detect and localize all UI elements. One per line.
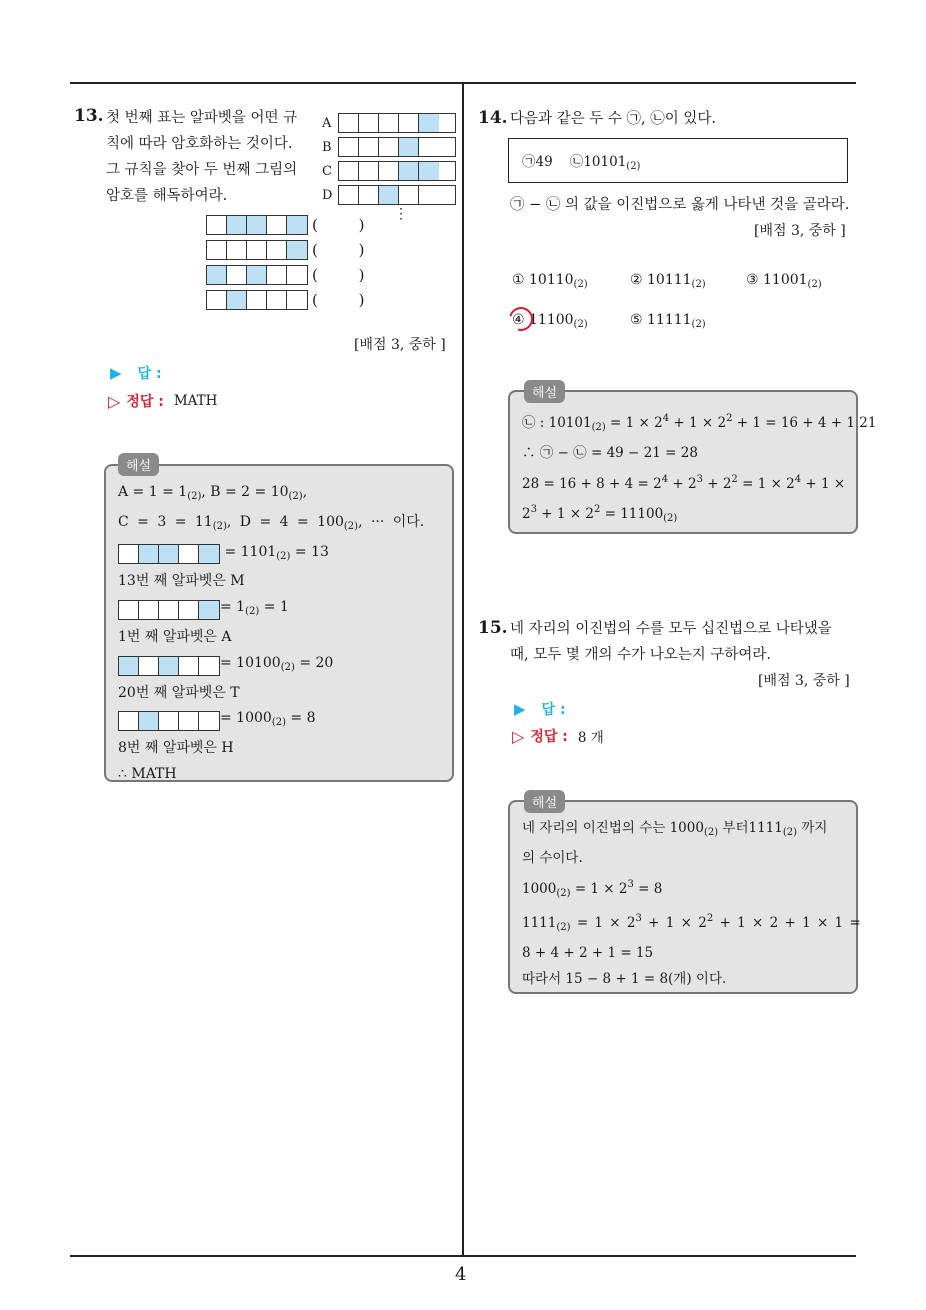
q13-score: [배점 3, 중하 ] bbox=[354, 337, 446, 353]
sol-line bbox=[522, 816, 844, 846]
bit-cell-empty bbox=[159, 712, 179, 730]
correct-label: 정답 : bbox=[126, 394, 164, 410]
sol-line: 8번 째 알파벳은 H bbox=[118, 740, 234, 757]
choice-5[interactable]: ⑤ $11111_{(2)}$ bbox=[630, 312, 706, 330]
bit-cell-filled bbox=[139, 712, 159, 730]
bit-cell-empty bbox=[139, 601, 159, 619]
sol-line bbox=[522, 906, 861, 941]
bit-cell-empty bbox=[287, 291, 307, 309]
bit-cell-filled bbox=[419, 114, 439, 132]
code-row bbox=[206, 215, 382, 235]
bit-cell-empty bbox=[139, 657, 159, 675]
answer-blank[interactable]: ( ) bbox=[312, 291, 383, 309]
bit-cell-empty bbox=[359, 186, 379, 204]
q14-score: [배점 3, 중하 ] bbox=[754, 223, 846, 239]
bit-cell-empty bbox=[207, 216, 227, 234]
column-divider bbox=[462, 82, 464, 1257]
q13-text-line: 첫 번째 표는 알파벳을 어떤 규 bbox=[106, 110, 298, 126]
mini-grid bbox=[118, 544, 220, 564]
bit-grid bbox=[206, 290, 308, 310]
sol-text: = $1_{(2)} = 1$ bbox=[220, 599, 289, 618]
sol-text: = $1101_{(2)} = 13$ bbox=[220, 543, 329, 562]
bit-cell-empty bbox=[339, 114, 359, 132]
cipher-letter: B bbox=[322, 139, 332, 155]
sol-line: ∴ ㉠ − ㉡ = 49 − 21 = 28 bbox=[522, 444, 698, 461]
mini-grid bbox=[118, 600, 220, 620]
q15-number: 15. bbox=[478, 618, 508, 638]
bit-cell-empty bbox=[227, 266, 247, 284]
bit-cell-filled bbox=[287, 216, 307, 234]
bit-cell-filled bbox=[159, 657, 179, 675]
choice-4[interactable]: ④ $11100_{(2)}$ bbox=[512, 312, 588, 330]
correct-value: 8 개 bbox=[577, 730, 604, 746]
bit-cell-empty bbox=[267, 266, 287, 284]
sol-line bbox=[118, 510, 440, 540]
bit-cell-empty bbox=[379, 162, 399, 180]
q13-text-line: 그 규칙을 찾아 두 번째 그림의 bbox=[106, 162, 298, 178]
bit-cell-empty bbox=[119, 712, 139, 730]
play-arrow-icon: ▶ bbox=[514, 700, 526, 718]
q15-text-line: 때, 모두 몇 개의 수가 나오는지 구하여라. bbox=[510, 647, 771, 663]
bit-cell-empty bbox=[119, 601, 139, 619]
q13-text bbox=[106, 105, 316, 209]
bit-cell-filled bbox=[399, 138, 419, 156]
mini-grid bbox=[118, 656, 220, 676]
sol-text: ㉡ : $10101_{(2)} = 1 \times 2^4 + 1 \times 2^2 + 1 = 16 + 4 + 1$ 21 bbox=[522, 413, 877, 433]
bit-cell-filled bbox=[419, 162, 439, 180]
correct-value: MATH bbox=[173, 393, 218, 409]
bit-cell-empty bbox=[287, 266, 307, 284]
solution-tag: 해설 bbox=[524, 790, 565, 813]
bit-cell-empty bbox=[419, 138, 439, 156]
sol-text: $A = 1 = 1_{(2)}$, $B = 2 = 10_{(2)}$, bbox=[118, 484, 308, 502]
q13-text-line: 암호를 해독하여라. bbox=[106, 188, 228, 204]
sol-line bbox=[118, 480, 440, 510]
bit-cell-filled bbox=[119, 657, 139, 675]
cipher-row bbox=[322, 185, 456, 205]
bit-cell-filled bbox=[287, 241, 307, 259]
solution-tag: 해설 bbox=[118, 453, 159, 476]
q13-solution-box bbox=[104, 464, 454, 782]
sol-text: $2^3 + 1 \times 2^2 = 11100_{(2)}$ bbox=[522, 504, 678, 525]
sol-text: $1111_{(2)} = 1 \times 2^3 + 1 \times 2^2 + 1 \times 2 + 1 \times 1$ = bbox=[522, 913, 861, 934]
bit-cell-empty bbox=[247, 241, 267, 259]
bit-cell-filled bbox=[207, 266, 227, 284]
bit-cell-empty bbox=[119, 545, 139, 563]
outline-arrow-icon: ▷ bbox=[512, 726, 525, 746]
q13-text-line: 칙에 따라 암호화하는 것이다. bbox=[106, 136, 293, 152]
answer-label: 답 : bbox=[137, 366, 162, 382]
sol-line: 13번 째 알파벳은 M bbox=[118, 573, 245, 590]
q14-prompt: ㉠ − ㉡ 의 값을 이진법으로 옳게 나타낸 것을 골라라. bbox=[510, 197, 850, 213]
sol-line: 따라서 15 − 8 + 1 = 8(개) 이다. bbox=[522, 970, 727, 987]
bit-cell-filled bbox=[247, 216, 267, 234]
correct-label: 정답 : bbox=[530, 729, 568, 745]
sol-line bbox=[118, 651, 440, 681]
sol-line bbox=[118, 540, 440, 570]
sol-text: $28 = 16 + 8 + 4 = 2^4 + 2^3 + 2^2 = 1 \times 2^4 + 1$ × bbox=[522, 473, 846, 492]
q15-text-line: 네 자리의 이진법의 수를 모두 십진법으로 나타냈을 bbox=[510, 621, 832, 637]
bit-grid bbox=[338, 161, 456, 181]
bit-cell-empty bbox=[199, 657, 219, 675]
bit-cell-empty bbox=[199, 712, 219, 730]
bit-cell-empty bbox=[179, 601, 199, 619]
q14-given-values: ㉠49 $㉡10101_{(2)}$ bbox=[522, 154, 641, 172]
q13-correct-row bbox=[108, 391, 217, 411]
code-row bbox=[206, 290, 382, 310]
q15-solution-box bbox=[508, 800, 861, 994]
bit-cell-empty bbox=[267, 241, 287, 259]
bit-cell-filled bbox=[247, 266, 267, 284]
bit-cell-empty bbox=[339, 186, 359, 204]
bit-cell-empty bbox=[159, 601, 179, 619]
play-arrow-icon: ▶ bbox=[110, 364, 122, 382]
bit-grid bbox=[338, 185, 456, 205]
sol-line: 의 수이다. bbox=[522, 849, 583, 866]
cipher-row bbox=[322, 161, 456, 181]
bit-cell-empty bbox=[267, 216, 287, 234]
bit-grid bbox=[338, 113, 456, 133]
choice-2[interactable]: ② $10111_{(2)}$ bbox=[630, 272, 706, 290]
sol-line bbox=[522, 406, 877, 441]
bit-cell-empty bbox=[227, 241, 247, 259]
bit-cell-filled bbox=[199, 601, 219, 619]
sol-text: 네 자리의 이진법의 수는 $1000_{(2)}$ 부터$1111_{(2)}$ 까지 bbox=[522, 820, 828, 838]
bit-cell-empty bbox=[247, 291, 267, 309]
bit-cell-empty bbox=[179, 712, 199, 730]
cipher-letter: D bbox=[322, 187, 333, 203]
choice-1[interactable]: ① $10110_{(2)}$ bbox=[512, 272, 588, 290]
bit-cell-empty bbox=[207, 291, 227, 309]
bit-grid bbox=[338, 137, 456, 157]
sol-line: 8 + 4 + 2 + 1 = 15 bbox=[522, 945, 654, 962]
answer-blank[interactable]: ( ) bbox=[312, 216, 383, 234]
sol-line: ∴ MATH bbox=[118, 765, 177, 782]
sol-line bbox=[522, 872, 844, 907]
sol-text: $C = 3 = 11_{(2)}$, $D = 4 = 100_{(2)}$, ··· 이다. bbox=[118, 513, 425, 532]
bit-cell-empty bbox=[359, 138, 379, 156]
sol-line bbox=[118, 595, 440, 625]
page-number: 4 bbox=[455, 1264, 467, 1285]
bit-cell-empty bbox=[339, 138, 359, 156]
sol-line bbox=[522, 497, 844, 532]
q15-text bbox=[510, 616, 832, 668]
bit-cell-empty bbox=[179, 545, 199, 563]
sol-line bbox=[118, 706, 440, 736]
mini-grid bbox=[118, 711, 220, 731]
bit-cell-empty bbox=[379, 138, 399, 156]
vdots: ⋮ bbox=[394, 206, 408, 222]
answer-blank[interactable]: ( ) bbox=[312, 241, 383, 259]
code-row bbox=[206, 265, 382, 285]
q15-answer-row bbox=[514, 699, 566, 719]
q14-solution-box bbox=[508, 390, 877, 534]
bit-cell-empty bbox=[267, 291, 287, 309]
bit-cell-filled bbox=[399, 162, 419, 180]
bit-cell-empty bbox=[207, 241, 227, 259]
answer-blank[interactable]: ( ) bbox=[312, 266, 383, 284]
bit-cell-empty bbox=[419, 186, 439, 204]
sol-line: 1번 째 알파벳은 A bbox=[118, 628, 232, 645]
bit-grid bbox=[206, 215, 308, 235]
bit-cell-filled bbox=[227, 291, 247, 309]
solution-tag: 해설 bbox=[524, 380, 565, 403]
code-row bbox=[206, 240, 382, 260]
bit-cell-empty bbox=[339, 162, 359, 180]
cipher-letter: C bbox=[322, 163, 332, 179]
bit-cell-empty bbox=[399, 186, 419, 204]
bit-cell-empty bbox=[399, 114, 419, 132]
cipher-letter: A bbox=[322, 115, 332, 131]
q13-answer-row bbox=[110, 363, 162, 383]
bit-cell-filled bbox=[139, 545, 159, 563]
outline-arrow-icon: ▷ bbox=[108, 391, 121, 411]
q15-score: [배점 3, 중하 ] bbox=[758, 673, 850, 689]
q14-text: 다음과 같은 두 수 ㉠, ㉡이 있다. bbox=[510, 111, 716, 127]
sol-line bbox=[522, 467, 844, 498]
cipher-row bbox=[322, 113, 456, 133]
bottom-rule bbox=[70, 1255, 856, 1257]
sol-text: $1000_{(2)} = 1 \times 2^3 = 8$ bbox=[522, 878, 663, 899]
bit-cell-filled bbox=[379, 186, 399, 204]
q14-number: 14. bbox=[478, 108, 508, 128]
selected-circle-icon bbox=[505, 303, 538, 336]
sol-line: 20번 째 알파벳은 T bbox=[118, 684, 240, 701]
bit-cell-empty bbox=[379, 114, 399, 132]
bit-cell-empty bbox=[359, 114, 379, 132]
bit-grid bbox=[206, 265, 308, 285]
bit-cell-filled bbox=[227, 216, 247, 234]
q13-number: 13. bbox=[74, 106, 104, 126]
answer-label: 답 : bbox=[541, 702, 566, 718]
sol-text: = $1000_{(2)} = 8$ bbox=[220, 710, 316, 729]
q15-correct-row bbox=[512, 726, 604, 746]
cipher-row bbox=[322, 137, 456, 157]
bit-cell-empty bbox=[179, 657, 199, 675]
bit-grid bbox=[206, 240, 308, 260]
bit-cell-filled bbox=[199, 545, 219, 563]
bit-cell-empty bbox=[359, 162, 379, 180]
sol-text: = $10100_{(2)} = 20$ bbox=[220, 654, 334, 673]
choice-3[interactable]: ③ $11001_{(2)}$ bbox=[746, 272, 822, 290]
bit-cell-filled bbox=[159, 545, 179, 563]
